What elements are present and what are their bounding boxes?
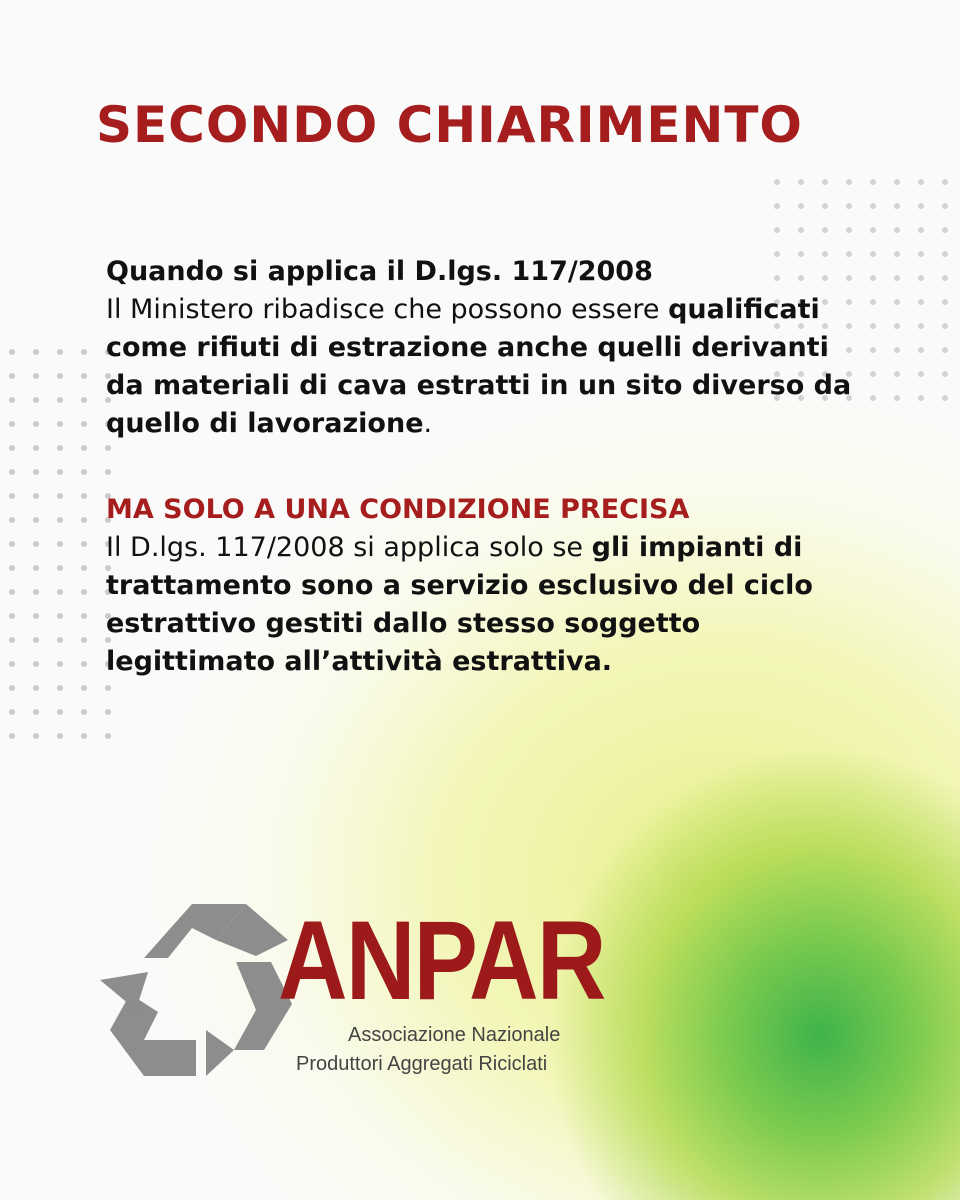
decorative-dot [72,436,96,460]
decorative-dot [885,170,909,194]
decorative-dot [48,580,72,604]
decorative-dot [24,484,48,508]
decorative-dot [933,170,957,194]
decorative-dot [885,242,909,266]
page-title: SECONDO CHIARIMENTO [96,96,803,154]
decorative-dot [48,628,72,652]
decorative-dot [0,340,24,364]
decorative-dot [0,580,24,604]
decorative-dot [933,266,957,290]
decorative-dot [885,266,909,290]
decorative-dot [0,700,24,724]
decorative-dot [909,242,933,266]
decorative-dot [72,388,96,412]
decorative-dot [24,724,48,748]
decorative-dot [0,460,24,484]
decorative-dot [72,604,96,628]
section-application-intro: Il Ministero ribadisce che possono essere [106,294,669,325]
logo-tagline-1: Associazione Nazionale [348,1024,561,1046]
decorative-dot [909,194,933,218]
decorative-dot [885,362,909,386]
decorative-dot [24,388,48,412]
decorative-dot [0,628,24,652]
decorative-dot [48,436,72,460]
decorative-dot [765,218,789,242]
decorative-dot [72,676,96,700]
decorative-dot [48,676,72,700]
decorative-dot [48,652,72,676]
decorative-dot [909,386,933,410]
decorative-dot [813,218,837,242]
decorative-dot [24,340,48,364]
decorative-dot [72,556,96,580]
logo-brand-name: ANPAR [278,898,605,1023]
decorative-dot [885,314,909,338]
decorative-dot [861,170,885,194]
section-application [106,253,866,443]
decorative-dot [0,364,24,388]
decorative-dot [96,460,120,484]
decorative-dot [933,386,957,410]
decorative-dot [885,290,909,314]
decorative-dot [72,580,96,604]
section-condition-bold: gli impianti di trattamento sono a servizio esclusivo del ciclo estrattivo gestiti dallo stesso soggetto legittimato all’attività estrattiva. [106,532,813,677]
decorative-dot [48,724,72,748]
logo-tagline-2: Produttori Aggregati Riciclati [296,1053,548,1075]
decorative-dot [0,556,24,580]
decorative-dot [909,362,933,386]
decorative-dot [837,218,861,242]
decorative-dot [72,532,96,556]
decorative-dot [24,556,48,580]
decorative-dot [0,388,24,412]
anpar-logo [96,898,605,1100]
decorative-dot [24,508,48,532]
decorative-dot [0,412,24,436]
section-condition-intro: Il D.lgs. 117/2008 si applica solo se [106,532,592,563]
decorative-dot [24,580,48,604]
decorative-dot [24,676,48,700]
decorative-dot [48,556,72,580]
decorative-dot [72,508,96,532]
recycle-icon [96,900,296,1100]
section-application-heading: Quando si applica il D.lgs. 117/2008 [106,256,653,287]
decorative-dot [48,460,72,484]
decorative-dot [933,338,957,362]
decorative-dot [0,484,24,508]
decorative-dot [0,508,24,532]
decorative-dot [24,460,48,484]
decorative-dot [0,604,24,628]
decorative-dot [933,242,957,266]
decorative-dot [765,194,789,218]
decorative-dot [813,194,837,218]
decorative-dot [48,412,72,436]
decorative-dot [72,412,96,436]
decorative-dot [24,604,48,628]
decorative-dot [861,218,885,242]
decorative-dot [72,628,96,652]
decorative-dot [813,170,837,194]
decorative-dot [933,314,957,338]
decorative-dot [96,724,120,748]
decorative-dot [909,266,933,290]
decorative-dot [72,364,96,388]
decorative-dot [48,340,72,364]
decorative-dot [72,700,96,724]
decorative-dot [885,386,909,410]
decorative-dot [765,170,789,194]
decorative-dot [24,412,48,436]
decorative-dot [0,436,24,460]
decorative-dot [837,194,861,218]
section-application-bold: qualificati come rifiuti di estrazione anche quelli derivanti da materiali di cava estratti in un sito diverso da quello di lavorazione [106,294,852,439]
decorative-dot [0,652,24,676]
decorative-dot [933,194,957,218]
decorative-dot [789,194,813,218]
decorative-dot [96,700,120,724]
decorative-dot [909,338,933,362]
decorative-dot [0,724,24,748]
decorative-dot [72,484,96,508]
section-condition [106,491,866,681]
decorative-dot [48,388,72,412]
decorative-dot [789,218,813,242]
decorative-dot [933,218,957,242]
decorative-dot [789,170,813,194]
decorative-dot [885,218,909,242]
section-application-end: . [423,408,433,439]
decorative-dot [933,362,957,386]
decorative-dot [837,170,861,194]
decorative-dot [0,676,24,700]
section-condition-heading: MA SOLO A UNA CONDIZIONE PRECISA [106,494,690,525]
decorative-dot [72,724,96,748]
decorative-dot [909,290,933,314]
decorative-dot [48,484,72,508]
decorative-dot [48,508,72,532]
decorative-dot [72,340,96,364]
decorative-dot [48,364,72,388]
decorative-dot [48,532,72,556]
decorative-dot [861,194,885,218]
decorative-dot [909,218,933,242]
decorative-dot [24,628,48,652]
decorative-dot [885,194,909,218]
dot-pattern-left [0,340,120,748]
decorative-dot [72,460,96,484]
decorative-dot [48,700,72,724]
decorative-dot [909,170,933,194]
decorative-dot [24,364,48,388]
decorative-dot [933,290,957,314]
decorative-dot [24,652,48,676]
decorative-dot [24,532,48,556]
decorative-dot [48,604,72,628]
decorative-dot [24,436,48,460]
decorative-dot [72,652,96,676]
decorative-dot [909,314,933,338]
decorative-dot [24,700,48,724]
decorative-dot [885,338,909,362]
decorative-dot [0,532,24,556]
